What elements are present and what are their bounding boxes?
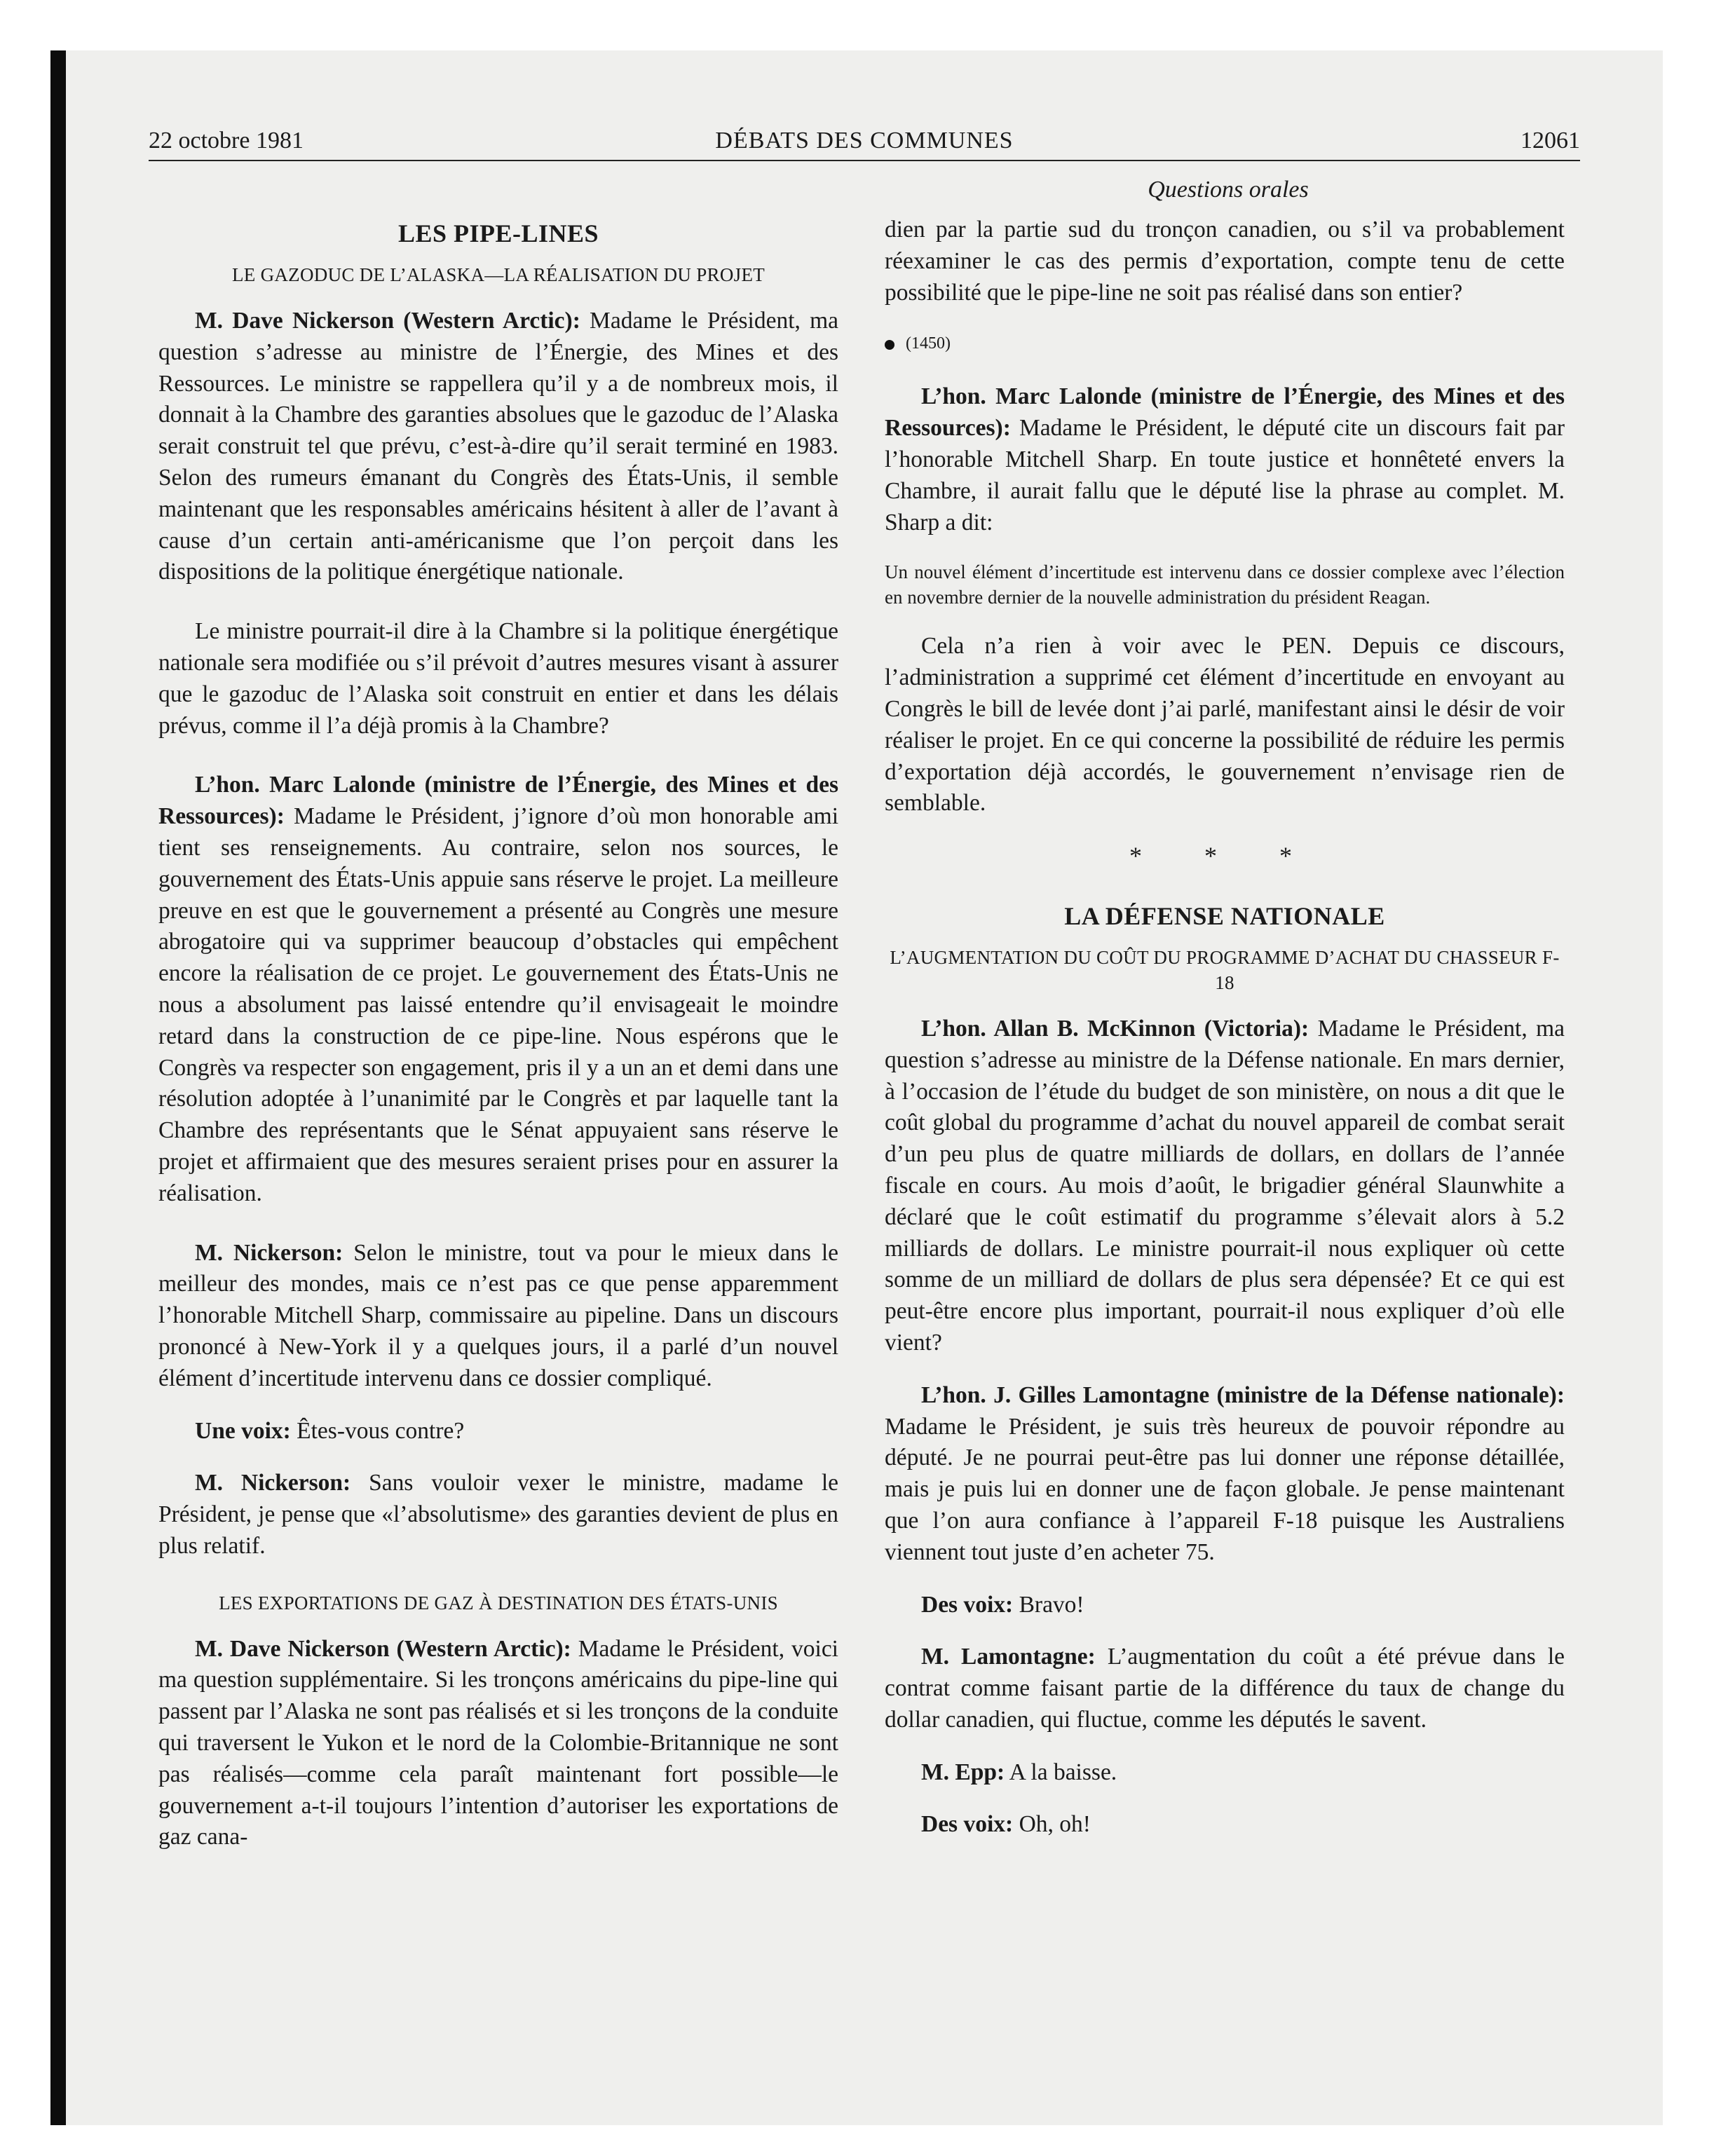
speech-text: Le ministre pourrait-il dire à la Chambre si la politique énergétique nationale sera modifiée ou s’il prévoit d’autres mesures visant à assurer que le gazoduc de l’Alaska soit construit en entier et dans les délais prévus, comme il l’a déjà promis à la Chambre? [158, 618, 838, 739]
section-label: Questions orales [1148, 177, 1309, 203]
heading-pipelines: LES PIPE-LINES [397, 219, 599, 247]
header-journal-title: DÉBATS DES COMMUNES [715, 128, 1014, 153]
timestamp [885, 329, 1565, 357]
paragraph [158, 616, 838, 742]
speech-text: Selon le ministre, tout va pour le mieux dans le meilleur des mondes, mais ce n’est pas ce que pense apparemment l’honorable Mitchell Sharp, commissaire au pipeline. Dans un discours prononcé à New-York il y a quelques jours, il a parlé d’un nouvel élément d’incertitude intervenu dans ce dossier compliqué. [158, 1239, 839, 1391]
subheading-gas-exports: LES EXPORTATIONS DE GAZ À DESTINATION DES ÉTATS-UNIS [219, 1592, 778, 1613]
paragraph [885, 1380, 1565, 1569]
paragraph [885, 1757, 1565, 1789]
block-quote: Un nouvel élément d’incertitude est intervenu dans ce dossier complexe avec l’élection en novembre dernier de la nouvelle administration du président Reagan. [885, 561, 1565, 608]
speaker-name: M. Nickerson: [195, 1470, 351, 1496]
left-column [158, 203, 838, 1874]
speech-text: Madame le Président, j’ignore d’où mon honorable ami tient ses renseignements. Au contraire, selon nos sources, le gouvernement des États-Unis appuie sans réserve le projet. La meilleure preuve en est que le gouvernement a présenté au Congrès une mesure abrogatoire qui va supprimer beaucoup d’obstacles qui empêchent encore la réalisation de ce projet. Le gouvernement des États-Unis ne nous a absolument pas laissé entendre qu’il envisageait le moindre retard dans la construction de ce pipe-line. Nous espérons que le Congrès va respecter son engagement, pris il y a un an et demi dans une résolution adoptée à l’unanimité par le Congrès et par laquelle tant la Chambre des représentants que le Sénat appuyaient sans réserve le projet et affirmaient que des mesures seraient prises pour en assurer la réalisation. [158, 803, 838, 1206]
heading-national-defence: LA DÉFENSE NATIONALE [1064, 901, 1385, 930]
paragraph [885, 631, 1565, 819]
paragraph [885, 1590, 1565, 1621]
paragraph [885, 1809, 1565, 1841]
paragraph [158, 1468, 838, 1562]
header-page-number: 12061 [1520, 128, 1580, 153]
subheading-f18: L’AUGMENTATION DU COÛT DU PROGRAMME D’ACHAT DU CHASSEUR F-18 [890, 946, 1560, 993]
bullet-icon [885, 340, 894, 350]
speech-text: Madame le Président, voici ma question supplémentaire. Si les tronçons américains du pipe-line qui passent par l’Alaska ne sont pas réalisés et si les tronçons de la conduite qui traversent le Yukon et le nord de la Colombie-Britannique ne sont pas réalisés—comme cela paraît maintenant fort possible—le gouvernement a-t-il toujours l’intention d’autoriser les exportations de gaz cana- [158, 1635, 838, 1850]
paragraph [158, 306, 838, 588]
speaker-name: M. Dave Nickerson (Western Arctic): [195, 308, 580, 334]
scan-binding-edge [50, 50, 66, 2125]
speech-text: Sans vouloir vexer le ministre, madame le Président, je pense que «l’absolutisme» des garanties devient de plus en plus relatif. [158, 1470, 838, 1559]
page-header [149, 123, 1580, 161]
speech-text: dien par la partie sud du tronçon canadien, ou s’il va probablement réexaminer le cas des permis d’exportation, compte tenu de cette possibilité que le pipe-line ne soit pas réalisé dans son entier? [885, 217, 1565, 306]
section-divider: * * * [1129, 842, 1320, 871]
speech-text: Madame le Président, le député cite un discours fait par l’honorable Mitchell Sharp. En toute justice et honnêteté envers la Chambre, il aurait fallu que le député lise la phrase au complet. M. Sharp a dit: [885, 415, 1565, 535]
speaker-name: L’hon. Allan B. McKinnon (Victoria): [921, 1015, 1309, 1042]
speaker-name: L’hon. J. Gilles Lamontagne (ministre de la Défense nationale): [921, 1381, 1565, 1408]
speech-text: Madame le Président, ma question s’adresse au ministre de la Défense nationale. En mars dernier, à l’occasion de l’étude du budget de son ministère, on nous a dit que le coût global du programme d’achat du nouvel appareil de combat serait d’un peu plus de quatre milliards de dollars, en dollars de l’année fiscale en cours. Au mois d’août, le brigadier général Slaunwhite a déclaré que le coût estimatif du programme s’élevait alors à 5.2 milliards de dollars. Le ministre pourrait-il nous expliquer où cette somme de un milliard de dollars de plus sera dépensée? Et ce qui est peut-être encore plus important, pourrait-il nous expliquer d’où elle vient? [885, 1015, 1565, 1356]
paragraph [885, 214, 1565, 308]
speech-text: A la baisse. [1005, 1759, 1117, 1785]
speaker-name: M. Dave Nickerson (Western Arctic): [195, 1635, 571, 1662]
speaker-name: Une voix: [195, 1417, 291, 1444]
speech-text: Madame le Président, je suis très heureux de pouvoir répondre au député. Je ne pourrai peut-être pas lui donner une réponse détaillée, mais je puis lui en donner une de façon globale. Je pense maintenant que l’on aura confiance à l’appareil F-18 puisque les Australiens viennent tout juste d’en acheter 75. [885, 1413, 1565, 1565]
header-date: 22 octobre 1981 [149, 128, 304, 153]
timestamp-text: (1450) [906, 334, 951, 353]
speech-text: Êtes-vous contre? [290, 1417, 465, 1444]
speech-text: Cela n’a rien à voir avec le PEN. Depuis ce discours, l’administration a supprimé cet élément d’incertitude en envoyant au Congrès le bill de levée dont j’ai parlé, manifestant ainsi le désir de voir réaliser le projet. En ce qui concerne la possibilité de réduire les permis d’exportation déjà accordés, le gouvernement n’envisage rien de semblable. [885, 633, 1565, 817]
speaker-name: L’hon. Marc Lalonde (ministre de l’Énergie, des Mines et des Ressources): [158, 772, 838, 830]
right-column [885, 203, 1565, 1862]
subheading-alaska-gas: LE GAZODUC DE L’ALASKA—LA RÉALISATION DU PROJET [231, 264, 766, 285]
speech-text: Bravo! [1013, 1591, 1084, 1618]
speech-text: Oh, oh! [1013, 1811, 1091, 1838]
paragraph [158, 1634, 838, 1854]
paragraph [158, 770, 838, 1209]
speaker-name: L’hon. Marc Lalonde (ministre de l’Énergie, des Mines et des Ressources): [885, 383, 1565, 442]
speaker-name: Des voix: [921, 1591, 1014, 1618]
speaker-name: Des voix: [921, 1811, 1014, 1838]
speaker-name: M. Epp: [921, 1759, 1005, 1785]
speech-text: L’augmentation du coût a été prévue dans le contrat comme faisant partie de la différence du taux de change du dollar canadien, qui fluctue, comme les députés le savent. [885, 1644, 1565, 1733]
paragraph [158, 1238, 838, 1395]
paragraph [885, 1014, 1565, 1359]
speaker-name: M. Nickerson: [195, 1239, 343, 1266]
speech-text: Madame le Président, ma question s’adresse au ministre de l’Énergie, des Mines et des Ressources. Le ministre se rappellera qu’il y a de nombreux mois, il donnait à la Chambre des garanties absolues que le gazoduc de l’Alaska serait construit tel que prévu, c’est-à-dire qu’il serait terminé en 1983. Selon des rumeurs émanant du Congrès des États-Unis, il semble maintenant que les responsables américains hésitent à aller de l’avant à cause d’un certain anti-américanisme que l’on perçoit dans les dispositions de la politique énergétique nationale. [158, 308, 838, 585]
paragraph [158, 1416, 838, 1447]
paragraph [885, 381, 1565, 538]
paragraph [885, 1642, 1565, 1735]
speaker-name: M. Lamontagne: [921, 1644, 1096, 1670]
